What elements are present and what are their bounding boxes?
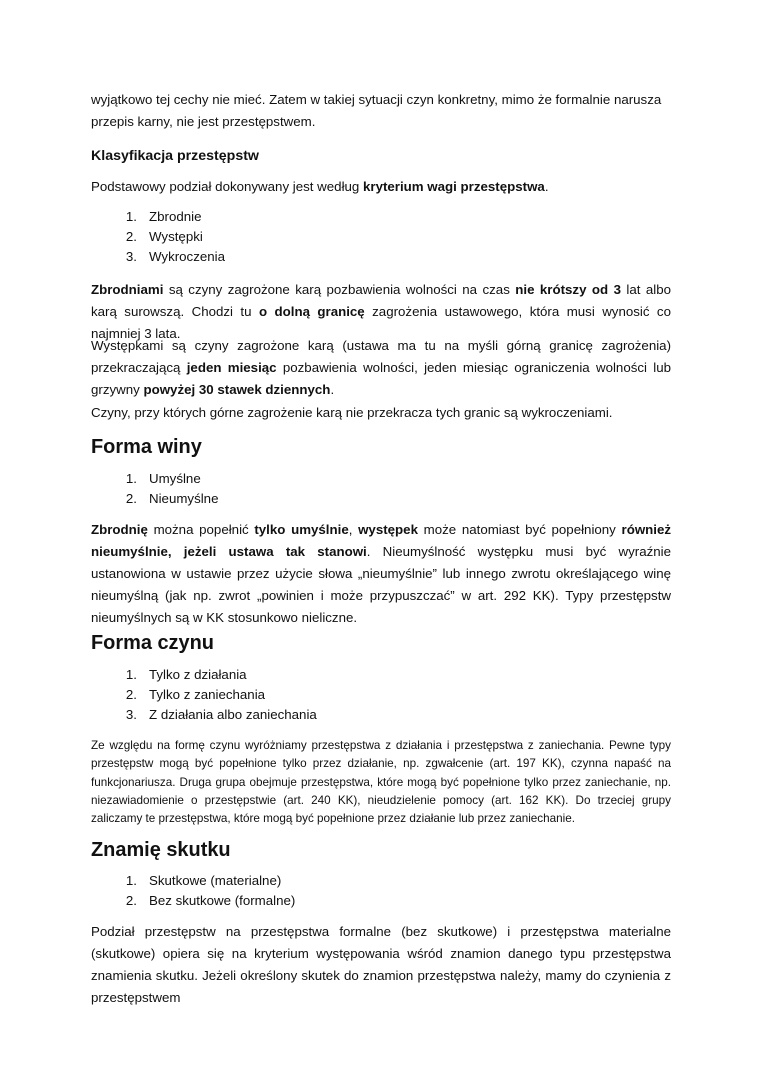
text: . Nieumyślność występku musi być wyraźnie ustanowiona w ustawie przez użycie słowa „nieumyślnie” lub innego zwrotu określającego winę nieumyślną (jak np. zwrot „powinien i może przypuszczać” w art. 292 KK). Typy przestępstw nieumyślnych są w KK stosunkowo nieliczne. [91, 544, 671, 625]
bold-text: również nieumyślnie, jeżeli ustawa tak stanowi [91, 522, 672, 559]
bold-text: jeden miesiąc [186, 360, 277, 375]
text: lat albo karą surowszą. Chodzi tu [91, 282, 672, 319]
forma-czynu-list [91, 665, 317, 725]
lead-end: . [544, 179, 549, 194]
list-item [91, 227, 225, 247]
list-number: 2. [125, 229, 137, 244]
list-number: 1. [125, 209, 137, 224]
heading-znamie-skutku: Znamię skutku [91, 839, 231, 861]
intro-line-2: przepis karny, nie jest przestępstwem. [91, 114, 316, 129]
list-text: Zbrodnie [149, 209, 202, 224]
heading-forma-winy: Forma winy [91, 436, 202, 458]
text: pozbawienia wolności, jeden miesiąc ograniczenia wolności lub grzywny [91, 360, 672, 397]
znamie-skutku-paragraph: Podział przestępstw na przestępstwa formalne (bez skutkowe) i przestępstwa materialne (skutkowe) opiera się na kryterium występowania wśród znamion danego typu przestępstwa znamienia skutku. Jeżeli określony skutek do znamion przestępstwa należy, mamy do czynienia z przestępstwem [91, 924, 671, 1005]
list-item [91, 207, 225, 227]
intro-line-1: wyjątkowo tej cechy nie mieć. Zatem w takiej sytuacji czyn konkretny, mimo że formalnie narusza [91, 92, 662, 107]
bold-text: występek [358, 522, 418, 537]
list-number: 1. [125, 471, 137, 486]
bold-text: o dolną granicę [258, 304, 365, 319]
text: są czyny zagrożone karą pozbawienia wolności na czas [163, 282, 516, 297]
list-number: 1. [125, 667, 137, 682]
wykroczenia-paragraph: Czyny, przy których górne zagrożenie karą nie przekracza tych granic są wykroczeniami. [91, 405, 613, 420]
list-number: 2. [125, 491, 137, 506]
text: Występkami są czyny zagrożone karą (ustawa ma tu na myśli górną granicę zagrożenia) przekraczającą [91, 338, 671, 375]
list-text: Nieumyślne [149, 491, 219, 506]
forma-czynu-paragraph: Ze względu na formę czynu wyróżniamy przestępstwa z działania i przestępstwa z zaniechania. Pewne typy przestępstw mogą być popełnione tylko przez działanie, np. zgwałcenie (art. 197 KK), czynna napaść na funkcjonariusza. Druga grupa obejmuje przestępstwa, które mogą być popełnione tylko przez zaniechanie, np. niezawiadomienie o przestępstwie (art. 240 KK), nieudzielenie pomocy (art. 162 KK). Do trzeciej grupy zaliczamy te przestępstwa, które mogą być popełnione przez działanie lub przez zaniechanie. [91, 739, 671, 826]
list-text: Występki [149, 229, 203, 244]
intro-paragraph [91, 89, 671, 133]
zbrodnie-term: Zbrodniami [91, 282, 164, 297]
list-number: 2. [125, 893, 137, 908]
list-number: 3. [125, 707, 137, 722]
text: może natomiast być popełniony [417, 522, 622, 537]
forma-winy-list [91, 469, 218, 509]
list-item [91, 469, 218, 489]
list-text: Umyślne [149, 471, 201, 486]
wystepki-paragraph [91, 335, 671, 401]
text: . [330, 382, 335, 397]
list-text: Wykroczenia [149, 249, 225, 264]
list-item [91, 665, 317, 685]
bold-text: nie krótszy od 3 [515, 282, 621, 297]
klasyfikacja-lead [91, 176, 671, 198]
heading-forma-czynu: Forma czynu [91, 632, 214, 654]
bold-text: powyżej 30 stawek dziennych [143, 382, 331, 397]
list-text: Z działania albo zaniechania [149, 707, 317, 722]
text: zagrożenia ustawowego, która musi wynosić co najmniej 3 lata. [91, 304, 671, 341]
klasyfikacja-list [91, 207, 225, 267]
text: można popełnić [147, 522, 255, 537]
bold-text: tylko umyślnie [254, 522, 349, 537]
list-text: Bez skutkowe (formalne) [149, 893, 296, 908]
bold-text: Zbrodnię [91, 522, 148, 537]
list-item [91, 871, 295, 891]
list-text: Tylko z zaniechania [149, 687, 266, 702]
text: , [348, 522, 359, 537]
list-number: 1. [125, 873, 137, 888]
list-item [91, 685, 317, 705]
list-item [91, 891, 295, 911]
list-item [91, 489, 218, 509]
list-item [91, 247, 225, 267]
forma-winy-paragraph [91, 519, 671, 629]
list-text: Skutkowe (materialne) [149, 873, 282, 888]
list-item [91, 705, 317, 725]
lead-text: Podstawowy podział dokonywany jest według [91, 179, 364, 194]
lead-bold: kryterium wagi przestępstwa [363, 179, 545, 194]
znamie-skutku-list [91, 871, 295, 911]
heading-klasyfikacja: Klasyfikacja przestępstw [91, 148, 259, 164]
list-text: Tylko z działania [149, 667, 247, 682]
list-number: 2. [125, 687, 137, 702]
list-number: 3. [125, 249, 137, 264]
